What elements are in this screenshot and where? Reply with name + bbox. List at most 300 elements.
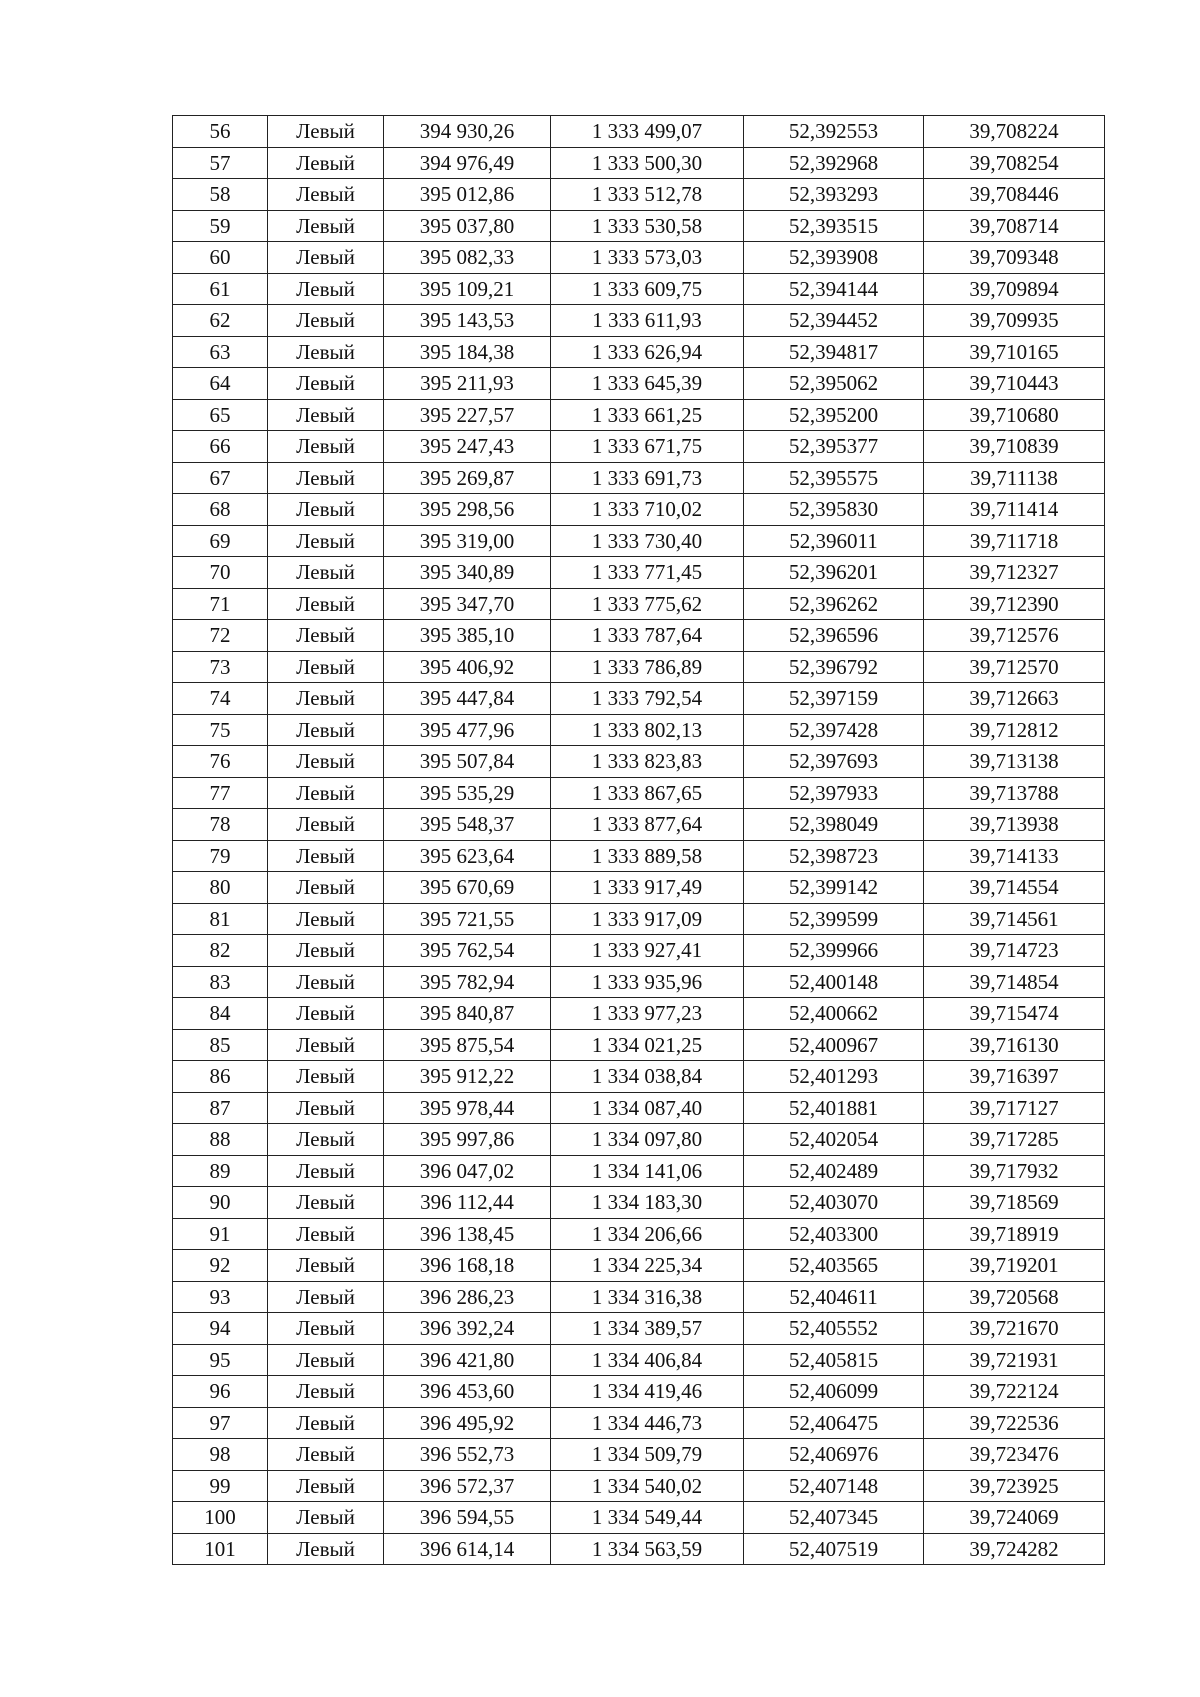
cell-text: Левый (296, 497, 355, 522)
table-row (173, 1187, 1105, 1219)
cell-text: Левый (296, 1095, 355, 1120)
y-coordinate-cell (551, 1061, 744, 1093)
table-row (173, 872, 1105, 904)
cell-text: 78 (209, 812, 231, 837)
cell-text: 52,397428 (788, 717, 879, 742)
cell-text: 39,710680 (969, 402, 1059, 427)
cell-text: Левый (296, 339, 355, 364)
point-number-cell (173, 1218, 268, 1250)
longitude-cell (924, 1061, 1105, 1093)
cell-text: 52,397159 (788, 686, 879, 711)
cell-text: 99 (209, 1473, 231, 1498)
cell-text: 39,723925 (969, 1473, 1059, 1498)
cell-text: 82 (209, 938, 231, 963)
cell-text: Левый (296, 1505, 355, 1530)
x-coordinate-cell (384, 588, 551, 620)
latitude-cell (744, 1313, 924, 1345)
point-number-cell (173, 305, 268, 337)
point-number-cell (173, 1502, 268, 1534)
latitude-cell (744, 1376, 924, 1408)
y-coordinate-cell (551, 1155, 744, 1187)
table-row (173, 777, 1105, 809)
cell-text: 100 (204, 1505, 236, 1530)
cell-text: 52,398723 (788, 843, 879, 868)
cell-text: 58 (209, 182, 231, 207)
cell-text: 87 (209, 1095, 231, 1120)
y-coordinate-cell (551, 1344, 744, 1376)
table-row (173, 1470, 1105, 1502)
longitude-cell (924, 1029, 1105, 1061)
y-coordinate-cell (551, 399, 744, 431)
cell-text: 52,401293 (788, 1064, 879, 1089)
cell-text: Левый (296, 780, 355, 805)
cell-text: 1 333 927,41 (591, 938, 703, 963)
cell-text: 39,718919 (969, 1221, 1059, 1246)
cell-text: 95 (209, 1347, 231, 1372)
y-coordinate-cell (551, 1407, 744, 1439)
table-row (173, 305, 1105, 337)
cell-text: 94 (209, 1316, 231, 1341)
cell-text: 396 572,37 (419, 1473, 515, 1498)
cell-text: 39,711138 (970, 465, 1058, 490)
cell-text: 395 227,57 (419, 402, 515, 427)
point-number-cell (173, 368, 268, 400)
y-coordinate-cell (551, 116, 744, 148)
cell-text: 1 334 389,57 (591, 1316, 703, 1341)
cell-text: 395 340,89 (419, 560, 515, 585)
latitude-cell (744, 966, 924, 998)
side-cell (268, 1313, 384, 1345)
cell-text: 52,407345 (788, 1505, 879, 1530)
cell-text: 1 333 710,02 (591, 497, 703, 522)
cell-text: 1 333 877,64 (591, 812, 703, 837)
cell-text: 395 548,37 (419, 812, 515, 837)
cell-text: Левый (296, 749, 355, 774)
cell-text: 1 334 419,46 (591, 1379, 703, 1404)
cell-text: 1 333 935,96 (591, 969, 703, 994)
cell-text: 396 138,45 (419, 1221, 515, 1246)
y-coordinate-cell (551, 935, 744, 967)
side-cell (268, 242, 384, 274)
cell-text: 396 168,18 (419, 1253, 515, 1278)
table-row (173, 1344, 1105, 1376)
cell-text: Левый (296, 1221, 355, 1246)
y-coordinate-cell (551, 494, 744, 526)
table-row (173, 1092, 1105, 1124)
y-coordinate-cell (551, 336, 744, 368)
y-coordinate-cell (551, 305, 744, 337)
cell-text: 1 333 917,09 (591, 906, 703, 931)
cell-text: 39,712812 (969, 717, 1059, 742)
cell-text: 395 840,87 (419, 1001, 515, 1026)
point-number-cell (173, 588, 268, 620)
cell-text: Левый (296, 969, 355, 994)
cell-text: Левый (296, 654, 355, 679)
x-coordinate-cell (384, 242, 551, 274)
latitude-cell (744, 683, 924, 715)
x-coordinate-cell (384, 1376, 551, 1408)
longitude-cell (924, 210, 1105, 242)
latitude-cell (744, 1187, 924, 1219)
cell-text: Левый (296, 528, 355, 553)
longitude-cell (924, 336, 1105, 368)
cell-text: 52,402054 (788, 1127, 879, 1152)
latitude-cell (744, 1124, 924, 1156)
y-coordinate-cell (551, 998, 744, 1030)
cell-text: 1 333 771,45 (591, 560, 703, 585)
table-row (173, 714, 1105, 746)
table-row (173, 1250, 1105, 1282)
point-number-cell (173, 399, 268, 431)
side-cell (268, 1470, 384, 1502)
cell-text: 395 477,96 (419, 717, 515, 742)
x-coordinate-cell (384, 840, 551, 872)
coordinates-table-body (173, 116, 1105, 1565)
cell-text: Левый (296, 1347, 355, 1372)
point-number-cell (173, 1155, 268, 1187)
cell-text: Левый (296, 623, 355, 648)
cell-text: 1 334 141,06 (591, 1158, 703, 1183)
cell-text: 1 334 540,02 (591, 1473, 703, 1498)
cell-text: 39,716130 (969, 1032, 1059, 1057)
point-number-cell (173, 1439, 268, 1471)
latitude-cell (744, 462, 924, 494)
cell-text: 39,710443 (969, 371, 1059, 396)
side-cell (268, 1218, 384, 1250)
side-cell (268, 683, 384, 715)
latitude-cell (744, 525, 924, 557)
cell-text: 39,716397 (969, 1064, 1059, 1089)
latitude-cell (744, 494, 924, 526)
longitude-cell (924, 1218, 1105, 1250)
cell-text: 1 333 530,58 (591, 213, 703, 238)
side-cell (268, 840, 384, 872)
latitude-cell (744, 651, 924, 683)
cell-text: 52,395830 (788, 497, 879, 522)
cell-text: 395 670,69 (419, 875, 515, 900)
longitude-cell (924, 399, 1105, 431)
side-cell (268, 1061, 384, 1093)
table-row (173, 746, 1105, 778)
y-coordinate-cell (551, 431, 744, 463)
cell-text: 1 333 730,40 (591, 528, 703, 553)
cell-text: 1 334 038,84 (591, 1064, 703, 1089)
cell-text: Левый (296, 371, 355, 396)
cell-text: 1 334 097,80 (591, 1127, 703, 1152)
cell-text: 52,394817 (788, 339, 879, 364)
y-coordinate-cell (551, 777, 744, 809)
cell-text: 395 298,56 (419, 497, 515, 522)
cell-text: Левый (296, 1316, 355, 1341)
cell-text: 1 334 021,25 (591, 1032, 703, 1057)
cell-text: 395 535,29 (419, 780, 515, 805)
cell-text: Левый (296, 119, 355, 144)
cell-text: 395 721,55 (419, 906, 515, 931)
cell-text: 39,714554 (969, 875, 1059, 900)
longitude-cell (924, 525, 1105, 557)
latitude-cell (744, 1155, 924, 1187)
cell-text: Левый (296, 938, 355, 963)
side-cell (268, 368, 384, 400)
y-coordinate-cell (551, 966, 744, 998)
point-number-cell (173, 242, 268, 274)
cell-text: 39,708254 (969, 150, 1059, 175)
point-number-cell (173, 462, 268, 494)
side-cell (268, 525, 384, 557)
y-coordinate-cell (551, 872, 744, 904)
table-row (173, 588, 1105, 620)
cell-text: 39,723476 (969, 1442, 1059, 1467)
point-number-cell (173, 494, 268, 526)
table-row (173, 147, 1105, 179)
longitude-cell (924, 1376, 1105, 1408)
x-coordinate-cell (384, 1470, 551, 1502)
cell-text: 71 (209, 591, 231, 616)
cell-text: 395 978,44 (419, 1095, 515, 1120)
longitude-cell (924, 116, 1105, 148)
cell-text: 396 614,14 (419, 1536, 515, 1561)
y-coordinate-cell (551, 179, 744, 211)
cell-text: 91 (209, 1221, 231, 1246)
cell-text: 1 334 087,40 (591, 1095, 703, 1120)
point-number-cell (173, 872, 268, 904)
cell-text: 52,392968 (788, 150, 879, 175)
cell-text: 1 334 446,73 (591, 1410, 703, 1435)
side-cell (268, 935, 384, 967)
x-coordinate-cell (384, 1250, 551, 1282)
point-number-cell (173, 1376, 268, 1408)
cell-text: 39,721670 (969, 1316, 1059, 1341)
point-number-cell (173, 116, 268, 148)
y-coordinate-cell (551, 1250, 744, 1282)
latitude-cell (744, 1029, 924, 1061)
longitude-cell (924, 651, 1105, 683)
cell-text: 396 552,73 (419, 1442, 515, 1467)
latitude-cell (744, 399, 924, 431)
cell-text: 1 333 775,62 (591, 591, 703, 616)
cell-text: Левый (296, 465, 355, 490)
cell-text: Левый (296, 434, 355, 459)
side-cell (268, 746, 384, 778)
cell-text: 59 (209, 213, 231, 238)
cell-text: Левый (296, 1190, 355, 1215)
x-coordinate-cell (384, 1439, 551, 1471)
cell-text: Левый (296, 906, 355, 931)
y-coordinate-cell (551, 1281, 744, 1313)
table-row (173, 1281, 1105, 1313)
cell-text: 85 (209, 1032, 231, 1057)
cell-text: 1 333 917,49 (591, 875, 703, 900)
coordinates-table (172, 115, 1105, 1565)
side-cell (268, 1281, 384, 1313)
cell-text: 65 (209, 402, 231, 427)
side-cell (268, 431, 384, 463)
longitude-cell (924, 1407, 1105, 1439)
latitude-cell (744, 1281, 924, 1313)
point-number-cell (173, 525, 268, 557)
point-number-cell (173, 777, 268, 809)
cell-text: 52,397933 (788, 780, 879, 805)
cell-text: 1 333 626,94 (591, 339, 703, 364)
cell-text: 1 334 549,44 (591, 1505, 703, 1530)
cell-text: 1 333 499,07 (591, 119, 703, 144)
cell-text: 52,392553 (788, 119, 879, 144)
cell-text: 1 333 611,93 (592, 308, 702, 333)
side-cell (268, 777, 384, 809)
cell-text: 83 (209, 969, 231, 994)
x-coordinate-cell (384, 462, 551, 494)
cell-text: 39,721931 (969, 1347, 1059, 1372)
latitude-cell (744, 809, 924, 841)
x-coordinate-cell (384, 399, 551, 431)
longitude-cell (924, 557, 1105, 589)
y-coordinate-cell (551, 651, 744, 683)
cell-text: 39,713138 (969, 749, 1059, 774)
cell-text: 52,400967 (788, 1032, 879, 1057)
cell-text: 52,405815 (788, 1347, 879, 1372)
longitude-cell (924, 872, 1105, 904)
cell-text: Левый (296, 591, 355, 616)
point-number-cell (173, 1344, 268, 1376)
cell-text: 1 334 225,34 (591, 1253, 703, 1278)
latitude-cell (744, 620, 924, 652)
cell-text: 52,406099 (788, 1379, 879, 1404)
cell-text: Левый (296, 182, 355, 207)
latitude-cell (744, 242, 924, 274)
table-row (173, 1155, 1105, 1187)
point-number-cell (173, 620, 268, 652)
side-cell (268, 557, 384, 589)
cell-text: 52,396201 (788, 560, 879, 585)
side-cell (268, 903, 384, 935)
cell-text: 98 (209, 1442, 231, 1467)
cell-text: 396 392,24 (419, 1316, 515, 1341)
cell-text: 1 333 786,89 (591, 654, 703, 679)
table-row (173, 494, 1105, 526)
point-number-cell (173, 336, 268, 368)
cell-text: 93 (209, 1284, 231, 1309)
cell-text: 52,394144 (788, 276, 879, 301)
cell-text: 52,403565 (788, 1253, 879, 1278)
cell-text: 1 334 509,79 (591, 1442, 703, 1467)
y-coordinate-cell (551, 903, 744, 935)
cell-text: 1 333 609,75 (591, 276, 703, 301)
side-cell (268, 1533, 384, 1565)
cell-text: 1 333 573,03 (591, 245, 703, 270)
table-row (173, 431, 1105, 463)
x-coordinate-cell (384, 336, 551, 368)
cell-text: 395 211,93 (420, 371, 514, 396)
latitude-cell (744, 1344, 924, 1376)
cell-text: 60 (209, 245, 231, 270)
table-row (173, 116, 1105, 148)
side-cell (268, 651, 384, 683)
latitude-cell (744, 147, 924, 179)
cell-text: Левый (296, 1127, 355, 1152)
y-coordinate-cell (551, 1124, 744, 1156)
longitude-cell (924, 840, 1105, 872)
cell-text: 52,399599 (788, 906, 879, 931)
cell-text: 52,397693 (788, 749, 879, 774)
table-row (173, 1376, 1105, 1408)
cell-text: 396 286,23 (419, 1284, 515, 1309)
cell-text: 52,393515 (788, 213, 879, 238)
cell-text: 39,712576 (969, 623, 1059, 648)
longitude-cell (924, 1155, 1105, 1187)
cell-text: 396 421,80 (419, 1347, 515, 1372)
x-coordinate-cell (384, 1124, 551, 1156)
side-cell (268, 494, 384, 526)
cell-text: Левый (296, 402, 355, 427)
side-cell (268, 179, 384, 211)
point-number-cell (173, 1187, 268, 1219)
cell-text: 39,711414 (969, 497, 1059, 522)
cell-text: 395 012,86 (419, 182, 515, 207)
cell-text: Левый (296, 276, 355, 301)
cell-text: 1 333 823,83 (591, 749, 703, 774)
cell-text: 56 (209, 119, 231, 144)
longitude-cell (924, 935, 1105, 967)
cell-text: 396 594,55 (419, 1505, 515, 1530)
side-cell (268, 116, 384, 148)
point-number-cell (173, 1533, 268, 1565)
x-coordinate-cell (384, 147, 551, 179)
cell-text: 39,711718 (969, 528, 1059, 553)
longitude-cell (924, 462, 1105, 494)
cell-text: 1 333 792,54 (591, 686, 703, 711)
longitude-cell (924, 1470, 1105, 1502)
cell-text: 74 (209, 686, 231, 711)
cell-text: Левый (296, 1410, 355, 1435)
point-number-cell (173, 1092, 268, 1124)
longitude-cell (924, 1439, 1105, 1471)
point-number-cell (173, 683, 268, 715)
cell-text: 52,399142 (788, 875, 879, 900)
longitude-cell (924, 431, 1105, 463)
longitude-cell (924, 714, 1105, 746)
point-number-cell (173, 1281, 268, 1313)
cell-text: 66 (209, 434, 231, 459)
x-coordinate-cell (384, 651, 551, 683)
cell-text: 52,401881 (788, 1095, 879, 1120)
longitude-cell (924, 242, 1105, 274)
longitude-cell (924, 777, 1105, 809)
x-coordinate-cell (384, 777, 551, 809)
cell-text: 39,715474 (969, 1001, 1059, 1026)
side-cell (268, 1250, 384, 1282)
y-coordinate-cell (551, 462, 744, 494)
cell-text: 97 (209, 1410, 231, 1435)
x-coordinate-cell (384, 620, 551, 652)
cell-text: 395 762,54 (419, 938, 515, 963)
cell-text: 396 453,60 (419, 1379, 515, 1404)
longitude-cell (924, 1281, 1105, 1313)
cell-text: 1 334 183,30 (591, 1190, 703, 1215)
side-cell (268, 620, 384, 652)
cell-text: 39,719201 (969, 1253, 1059, 1278)
cell-text: 52,396596 (788, 623, 879, 648)
latitude-cell (744, 273, 924, 305)
cell-text: 75 (209, 717, 231, 742)
cell-text: 39,712390 (969, 591, 1059, 616)
point-number-cell (173, 273, 268, 305)
cell-text: 52,399966 (788, 938, 879, 963)
cell-text: Левый (296, 150, 355, 175)
point-number-cell (173, 840, 268, 872)
cell-text: 395 875,54 (419, 1032, 515, 1057)
table-row (173, 1502, 1105, 1534)
point-number-cell (173, 1407, 268, 1439)
